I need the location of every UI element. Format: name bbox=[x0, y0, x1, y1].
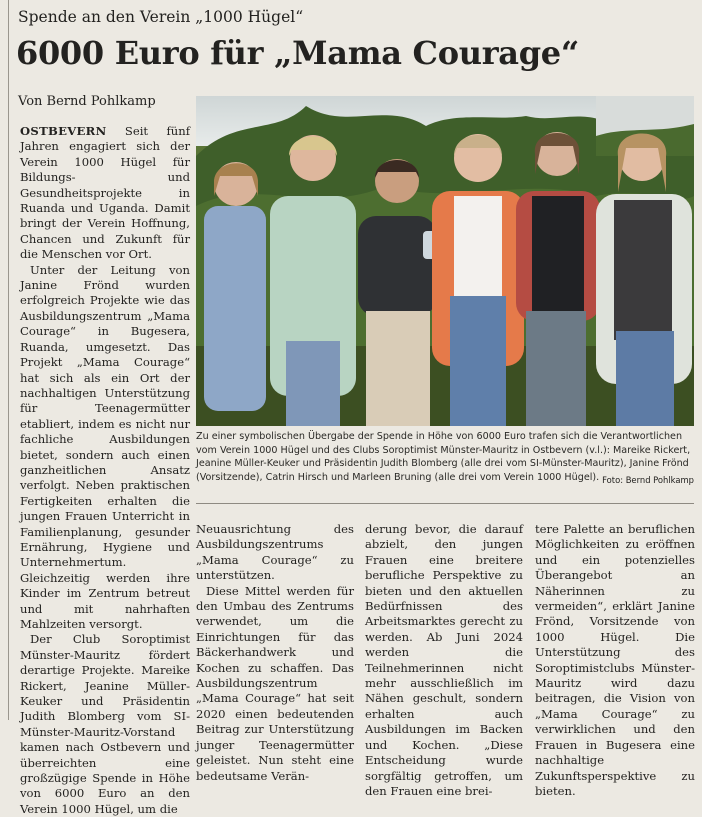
article-column-2 bbox=[196, 522, 354, 783]
intro-text: Seit fünf Jahren engagiert sich der Verein 1000 Hügel für Bildungs- und Gesundheitsprojekte in Ruanda und Uganda. Damit bringt der Verein Hoffnung, Chancen und Zukunft für die Menschen vor Ort. bbox=[20, 124, 190, 262]
article-kicker: Spende an den Verein „1000 Hügel“ bbox=[18, 8, 304, 26]
paragraph: tere Palette an beruflichen Möglichkeiten zu eröffnen und ein potenzielles Überangebot an Näherinnen zu vermeiden“, erklärt Janine Frönd, Vorsitzende von 1000 Hügel. Die Unterstützung des Soroptimistclubs Münster-Mauritz wird dazu beitragen, die Vision von „Mama Courage“ zu verwirklichen und den Frauen in Bugesera eine nachhaltige Zukunftsperspektive zu bieten. bbox=[535, 522, 695, 798]
paragraph-intro bbox=[20, 124, 190, 263]
paragraph: derung bevor, die darauf abzielt, den jungen Frauen eine breitere berufliche Perspektive zu bieten und den aktuellen Bedürfnissen des Arbeitsmarktes gerecht zu werden. Ab Juni 2024 werden die Teilnehmerinnen nicht mehr ausschließlich im Nähen geschult, sondern erhalten auch Ausbildungen im Backen und Kochen. „Diese Entscheidung wurde sorgfältig getroffen, um den Frauen eine brei- bbox=[365, 522, 523, 798]
dateline: OSTBEVERN bbox=[20, 124, 107, 138]
photo-credit: Foto: Bernd Pohlkamp bbox=[602, 475, 694, 485]
paragraph: Diese Mittel werden für den Umbau des Zentrums verwendet, um die Einrichtungen für das Bäckerhandwerk und Kochen zu schaffen. Das Ausbildungszentrum „Mama Courage“ hat seit 2020 einen bedeutenden Beitrag zur Unterstützung junger Teenagermütter geleistet. Nun steht eine bedeutsame Verän- bbox=[196, 583, 354, 783]
paragraph: Unter der Leitung von Janine Frönd wurden erfolgreich Projekte wie das Ausbildungszentrum „Mama Courage“ in Bugesera, Ruanda, umgesetzt. Das Projekt „Mama Courage“ hat sich als ein Ort der nachhaltigen Unterstützung für Teenagermütter etabliert, indem es nicht nur fachliche Ausbildungen bietet, sondern auch einen ganzheitlichen Ansatz verfolgt. Neben praktischen Fertigkeiten erhalten die jungen Frauen Unterricht in Familienplanung, gesunder Ernährung, Hygiene und Unternehmertum. Gleichzeitig werden ihre Kinder im Zentrum betreut und mit nahrhaften Mahlzeiten versorgt. bbox=[20, 262, 190, 631]
article-byline: Von Bernd Pohlkamp bbox=[18, 94, 156, 109]
caption-text: Zu einer symbolischen Übergabe der Spende in Höhe von 6000 Euro trafen sich die Verantwortlichen vom Verein 1000 Hügel und des Clubs Soroptimist Münster-Mauritz in Ostbevern (v.l.): Mareike Rickert, Jeanine Müller-Keuker und Präsidentin Judith Blomberg (alle drei vom SI-Münster-Mauritz), Janine Frönd (Vorsitzende), Catrin Hirsch und Marleen Bruning (alle drei vom Verein 1000 Hügel). bbox=[196, 431, 691, 483]
group-photo bbox=[196, 96, 694, 426]
caption-divider bbox=[196, 503, 694, 504]
paragraph: Der Club Soroptimist Münster-Mauritz fördert derartige Projekte. Mareike Rickert, Jeanine Müller-Keuker und Präsidentin Judith Blomberg vom SI-Münster-Mauritz-Vorstand kamen nach Ostbevern und überreichten eine großzügige Spende in Höhe von 6000 Euro an den Verein 1000 Hügel, um die bbox=[20, 632, 190, 816]
article-column-4 bbox=[535, 522, 695, 798]
article-headline: 6000 Euro für „Mama Courage“ bbox=[16, 34, 579, 72]
page-edge-rule bbox=[8, 0, 9, 720]
article-column-3 bbox=[365, 522, 523, 798]
group-photo-illustration bbox=[196, 96, 694, 426]
paragraph: Neuausrichtung des Ausbildungszentrums „Mama Courage“ zu unterstützen. bbox=[196, 522, 354, 583]
article-column-1 bbox=[20, 124, 190, 816]
